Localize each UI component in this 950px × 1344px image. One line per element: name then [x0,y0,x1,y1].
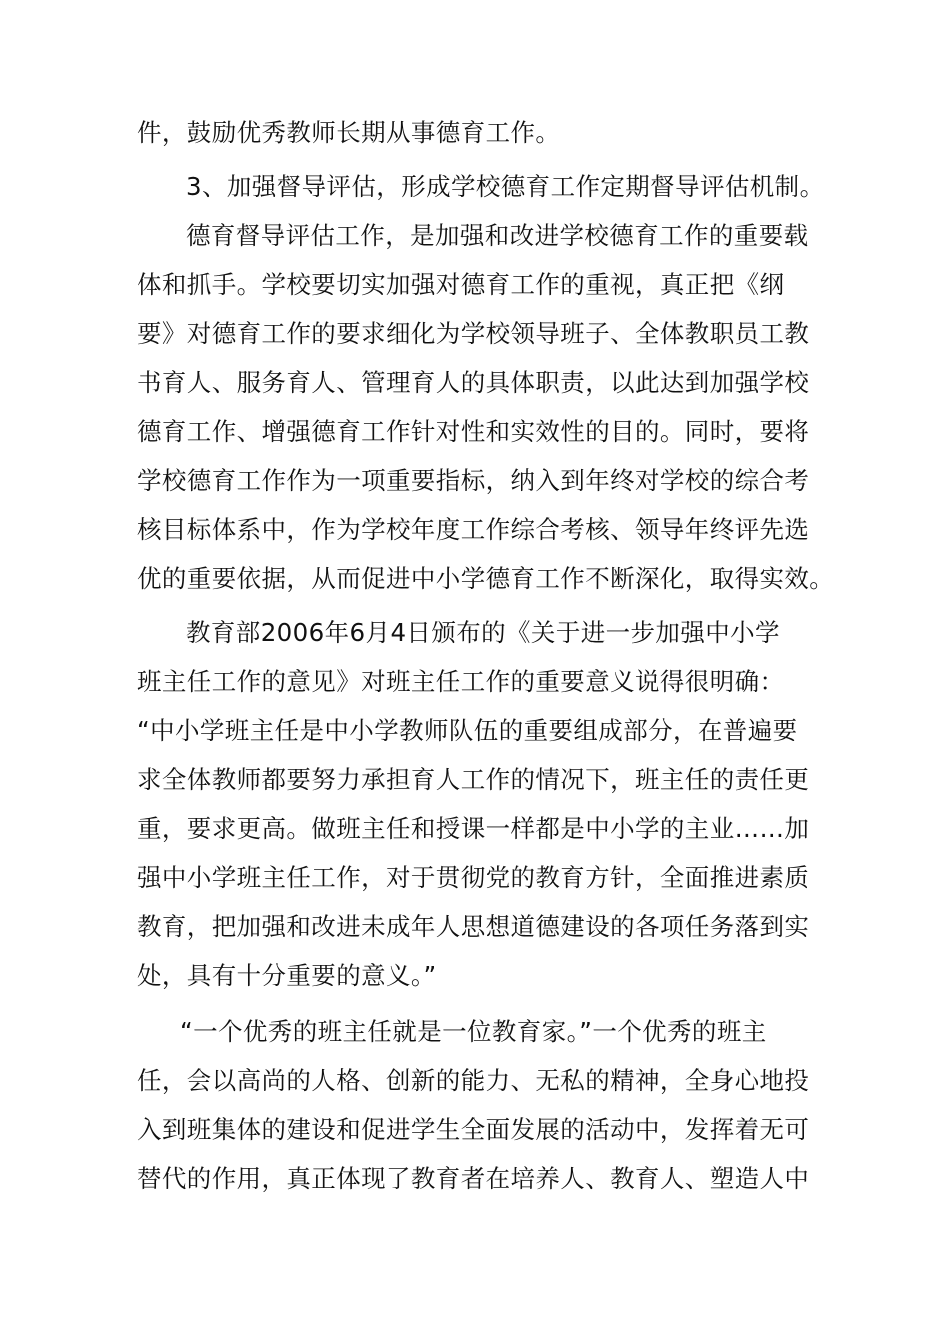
text-line: 班主任工作的意见》对班主任工作的重要意义说得很明确： [137,667,785,696]
text-line: “中小学班主任是中小学教师队伍的重要组成部分，在普遍要 [137,716,798,745]
text-line: 体和抓手。学校要切实加强对德育工作的重视，真正把《纲 [137,270,785,299]
text-line: 任，会以高尚的人格、创新的能力、无私的精神，全身心地投 [137,1066,810,1095]
text-line: 强中小学班主任工作，对于贯彻党的教育方针，全面推进素质 [137,863,810,892]
text-line: 重，要求更高。做班主任和授课一样都是中小学的主业……加 [137,814,810,843]
text-line: 入到班集体的建设和促进学生全面发展的活动中，发挥着无可 [137,1115,810,1144]
text-line: 德育督导评估工作，是加强和改进学校德育工作的重要载 [186,221,809,250]
text-line: 教育部2006年6月4日颁布的《关于进一步加强中小学 [186,618,780,647]
text-line: 核目标体系中，作为学校年度工作综合考核、领导年终评先选 [137,515,810,544]
text-line: 学校德育工作作为一项重要指标，纳入到年终对学校的综合考 [137,466,810,495]
text-line: 替代的作用，真正体现了教育者在培养人、教育人、塑造人中 [137,1164,810,1193]
section-heading: 3、加强督导评估，形成学校德育工作定期督导评估机制。 [186,172,825,201]
text-line: 优的重要依据，从而促进中小学德育工作不断深化，取得实效。 [137,564,835,593]
text-line: 处，具有十分重要的意义。” [137,961,437,990]
text-line: 教育，把加强和改进未成年人思想道德建设的各项任务落到实 [137,912,810,941]
text-line: “一个优秀的班主任就是一位教育家。”一个优秀的班主 [180,1017,767,1046]
text-line: 要》对德育工作的要求细化为学校领导班子、全体教职员工教 [137,319,810,348]
text-line: 书育人、服务育人、管理育人的具体职责，以此达到加强学校 [137,368,810,397]
text-line: 求全体教师都要努力承担育人工作的情况下，班主任的责任更 [137,765,810,794]
text-line: 德育工作、增强德育工作针对性和实效性的目的。同时，要将 [137,417,810,446]
text-line: 件，鼓励优秀教师长期从事德育工作。 [137,118,561,147]
